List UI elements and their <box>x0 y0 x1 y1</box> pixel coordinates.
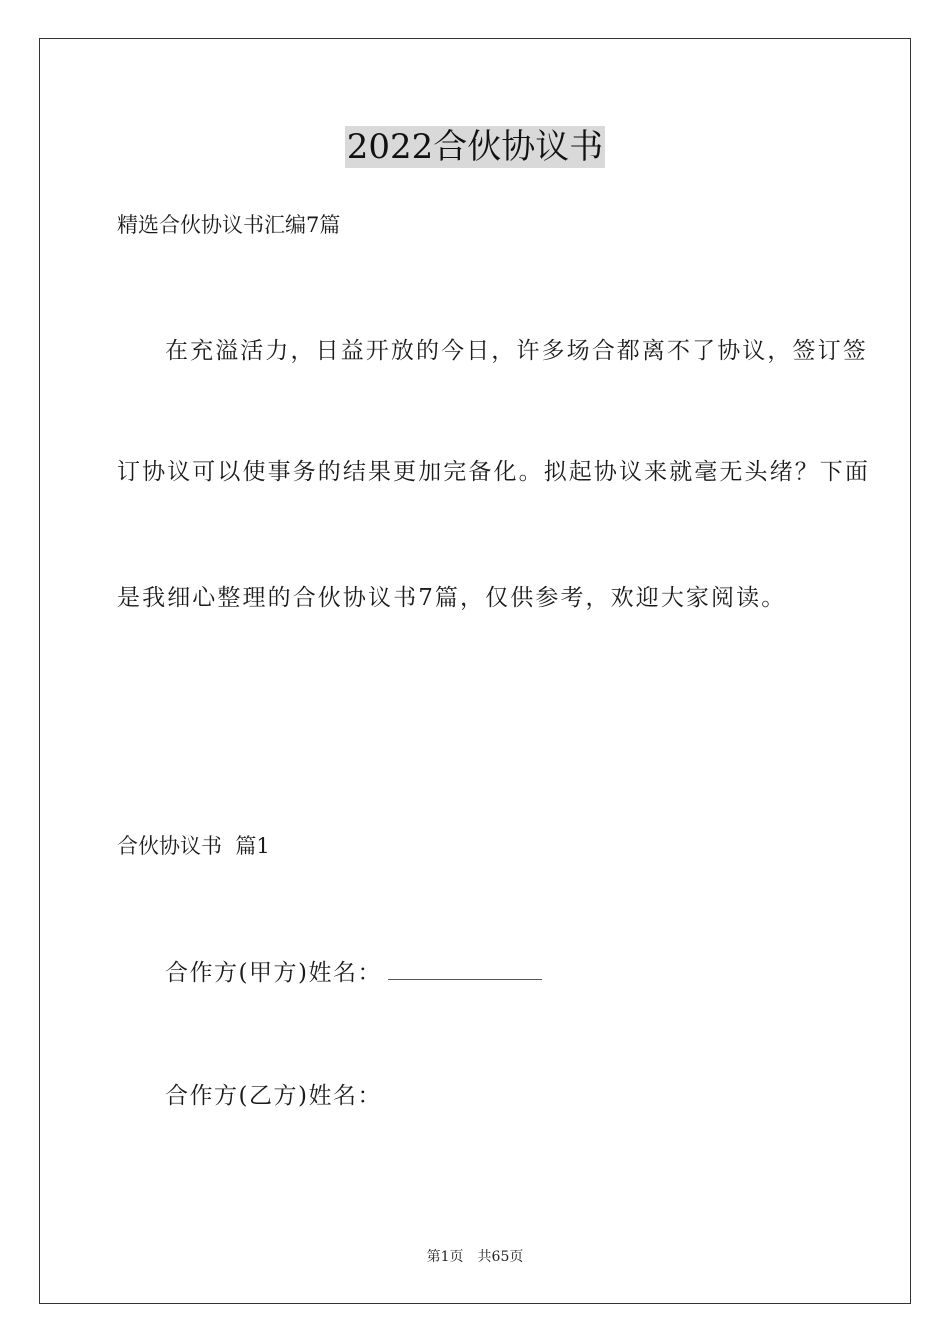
intro-paragraph-line-3: 是我细心整理的合伙协议书7篇，仅供参考，欢迎大家阅读。 <box>117 585 787 611</box>
party-b-name-label: 合作方(乙方)姓名： <box>165 1083 382 1109</box>
document-subtitle: 精选合伙协议书汇编7篇 <box>117 213 341 237</box>
party-a-name-label: 合作方(甲方)姓名： <box>165 960 382 986</box>
party-a-name-field <box>165 957 542 988</box>
intro-paragraph-line-2: 订协议可以使事务的结果更加完备化。拟起协议来就毫无头绪？下面 <box>117 459 870 485</box>
party-b-name-field <box>165 1081 382 1111</box>
title-container <box>0 126 950 168</box>
intro-paragraph-line-1: 在充溢活力，日益开放的今日，许多场合都离不了协议，签订签 <box>165 338 868 364</box>
page-number-total: 共65页 <box>477 1249 524 1265</box>
document-title: 2022合伙协议书 <box>346 127 604 167</box>
page-footer <box>0 1247 950 1267</box>
party-a-name-blank[interactable] <box>388 957 542 980</box>
page-number-current: 第1页 <box>426 1249 464 1265</box>
section-heading: 合伙协议书 篇1 <box>117 834 270 858</box>
